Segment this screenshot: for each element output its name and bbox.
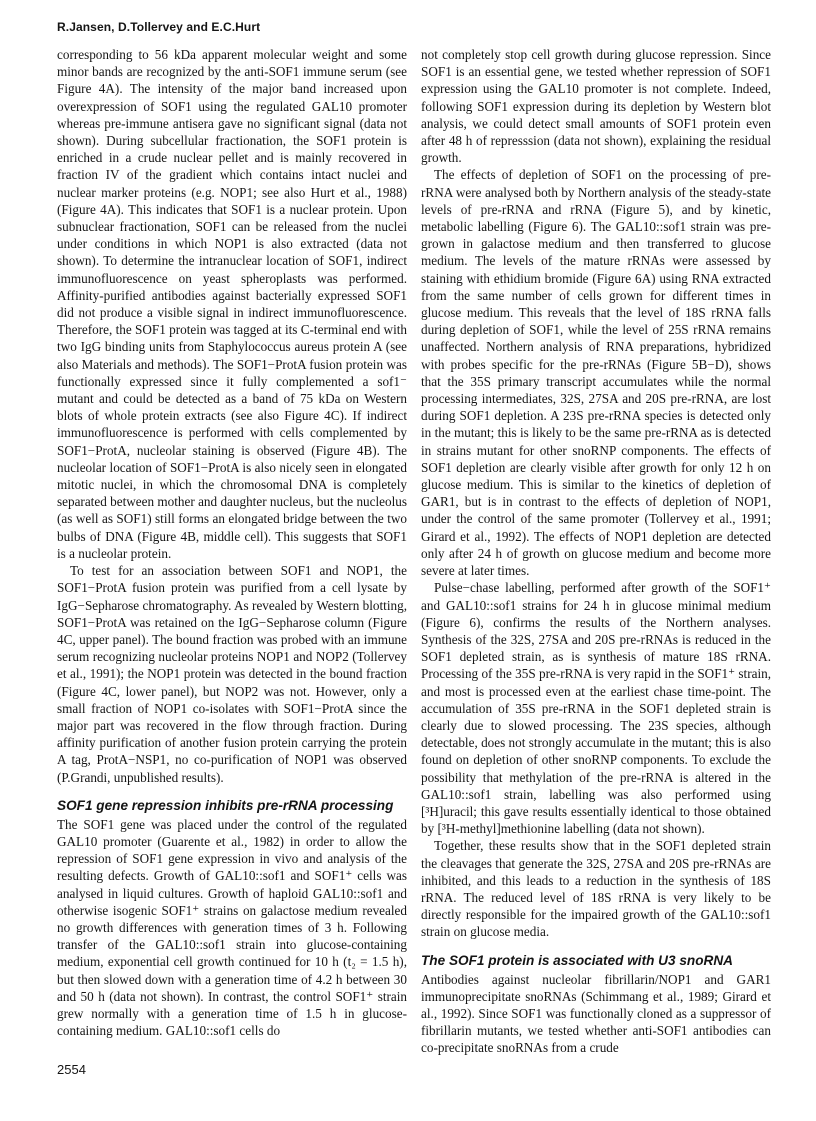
paragraph: Together, these results show that in the SOF1 depleted strain the cleavages that generate the 32S, 27SA and 20S pre-rRNAs are inhibited, and this leads to a reduction in the synthesis of 18S rRNA. The reduced level of 18S rRNA is very likely to be directly responsible for the impaired growth of the GAL10::sof1 strain on glucose media. bbox=[421, 838, 771, 940]
paragraph: not completely stop cell growth during glucose repression. Since SOF1 is an essential gene, we tested whether repression of SOF1 expression using the GAL10 promoter is not complete. Indeed, following SOF1 expression during its depletion by Western blot analysis, we could detect small amounts of SOF1 protein even after 48 h of represssion (data not shown), explaining the residual growth. bbox=[421, 47, 771, 166]
paragraph: The effects of depletion of SOF1 on the processing of pre-rRNA were analysed both by Northern analysis of the steady-state levels of pre-rRNA and rRNA (Figure 5), and by kinetic, metabolic labelling (Figure 6). The GAL10::sof1 strain was pre-grown in galactose medium and then transferred to glucose medium. The levels of the mature rRNAs were assessed by staining with ethidium bromide (Figure 6A) using RNA extracted from the same number of cells grown for different times in glucose medium. This reveals that the level of 18S rRNA falls during depletion of SOF1, while the level of 25S rRNA remains unaffected. Northern analysis of RNA preparations, hybridized with probes specific for the pre-rRNAs (Figure 5B−D), shows that the 35S primary transcript accumulates while the normal processing intermediates, 32S, 27SA and 20S pre-rRNA, are lost during SOF1 depletion. A 23S pre-rRNA species is detected only in the mutant; this is likely to be the same pre-rRNA as is detected in strains mutant for other snoRNP components. The effects of SOF1 depletion are clearly visible after growth for only 12 h on glucose medium. This is similar to the kinetics of depletion of GAR1, but is in contrast to the effects of depletion of NOP1, under the control of the same promoter (Tollervey et al., 1991; Girard et al., 1992). The effects of NOP1 depletion are detected only after 24 h of growth on glucose medium and become more severe at later times. bbox=[421, 167, 771, 579]
right-column bbox=[421, 46, 771, 1057]
paragraph: corresponding to 56 kDa apparent molecular weight and some minor bands are recognized by the anti-SOF1 immune serum (see Figure 4A). The intensity of the major band increased upon overexpression of SOF1 using the regulated GAL10 promoter whereas pre-immune antisera gave no significant signal (data not shown). During subcellular fractionation, the SOF1 protein is enriched in a crude nuclear pellet and is mainly recovered in fraction IV of the gradient which contains intact nuclei and nuclear marker proteins (e.g. NOP1; see also Hurt et al., 1988) (Figure 4A). This indicates that SOF1 is a nuclear protein. Upon subnuclear fractionation, SOF1 can be released from the nuclei under conditions in which NOP1 is also extracted (data not shown). To determine the intranuclear location of SOF1, indirect immunofluorescence on yeast spheroplasts was performed. Affinity-purified antibodies against bacterially expressed SOF1 did not produce a visible signal in indirect immunofluorescence. Therefore, the SOF1 protein was tagged at its C-terminal end with two IgG binding units from Staphylococcus aureus protein A (see also Materials and methods). The SOF1−ProtA fusion protein was functionally expressed since it fully complemented a sof1⁻ mutant and could be detected as a band of 75 kDa on Western blots of whole protein extracts (see also Figure 4C). If indirect immunofluorescence is performed with cells complemented by SOF1−ProtA, nucleolar staining is observed (Figure 4B). The nucleolar location of SOF1−ProtA is also nicely seen in elongated mitotic nuclei, in which the chromosomal DNA is completely separated between mother and daughter nucleus, but the nucleolus (as well as SOF1) still forms an elongated bridge between the two bulbs of DNA (Figure 4B, middle cell). This suggests that SOF1 is a nucleolar protein. bbox=[57, 47, 407, 561]
left-column bbox=[57, 46, 407, 1039]
paragraph: Pulse−chase labelling, performed after growth of the SOF1⁺ and GAL10::sof1 strains for 24 h in glucose minimal medium (Figure 6), confirms the results of the Northern analyses. Synthesis of the 32S, 27SA and 20S pre-rRNAs is reduced in the SOF1 depleted strain, as is synthesis of mature 18S rRNA. Processing of the 35S pre-rRNA is very rapid in the SOF1⁺ strain, and most is processed even at the earliest chase time-point. The accumulation of 35S pre-rRNA in the SOF1 depleted strain is clearly due to slowed processing. The 23S species, although detectable, does not strongly accumulate in the mutant; this is also found on depletion of other snoRNP components. To exclude the possibility that methylation of the pre-rRNA is altered in the GAL10::sof1 strain, labelling was also performed using [³H]uracil; this gave results essentially identical to those obtained by [³H-methyl]methionine labelling (data not shown). bbox=[421, 580, 771, 837]
running-header: R.Jansen, D.Tollervey and E.C.Hurt bbox=[57, 20, 261, 34]
section-heading: SOF1 gene repression inhibits pre-rRNA processing bbox=[57, 797, 394, 813]
paragraph: Antibodies against nucleolar fibrillarin/NOP1 and GAR1 immunoprecipitate snoRNAs (Schimmang et al., 1989; Girard et al., 1992). Since SOF1 was functionally cloned as a suppressor of fibrillarin mutants, we tested whether anti-SOF1 antibodies can co-precipitate snoRNAs from a crude bbox=[421, 971, 771, 1056]
paragraph: To test for an association between SOF1 and NOP1, the SOF1−ProtA fusion protein was purified from a cell lysate by IgG−Sepharose chromatography. As revealed by Western blotting, SOF1−ProtA was retained on the IgG−Sepharose column (Figure 4C, upper panel). The bound fraction was probed with an immune serum recognizing nucleolar proteins NOP1 and NOP2 (Tollervey et al., 1991); the NOP1 protein was detected in the bound fraction (Figure 4C, lower panel), but NOP2 was not. However, only a small fraction of NOP1 co-isolates with SOF1−ProtA since the major part was recovered in the flow through fraction. During affinity purification of another fusion protein carrying the protein A tag, ProtA−NSP1, no co-purification of NOP1 was observed (P.Grandi, unpublished results). bbox=[57, 563, 407, 785]
page-number: 2554 bbox=[57, 1062, 86, 1077]
section-heading: The SOF1 protein is associated with U3 snoRNA bbox=[421, 952, 733, 968]
paragraph: The SOF1 gene was placed under the control of the regulated GAL10 promoter (Guarente et al., 1982) in order to allow the repression of SOF1 gene expression in vivo and analysis of the resulting defects. Growth of GAL10::sof1 and SOF1⁺ cells was analysed in liquid cultures. Growth of haploid GAL10::sof1 and otherwise isogenic SOF1⁺ strains on galactose medium revealed no growth differences with generation times of 3 h. Following transfer of the GAL10::sof1 strain into glucose-containing medium, exponential cell growth continued for 10 h (t₂ = 1.5 h), but then slowed down with a generation time of 4.2 h between 30 and 50 h (data not shown). In contrast, the control SOF1⁺ strain grew normally with a generation time of 1.5 h in glucose-containing medium. GAL10::sof1 cells do bbox=[57, 816, 407, 1039]
